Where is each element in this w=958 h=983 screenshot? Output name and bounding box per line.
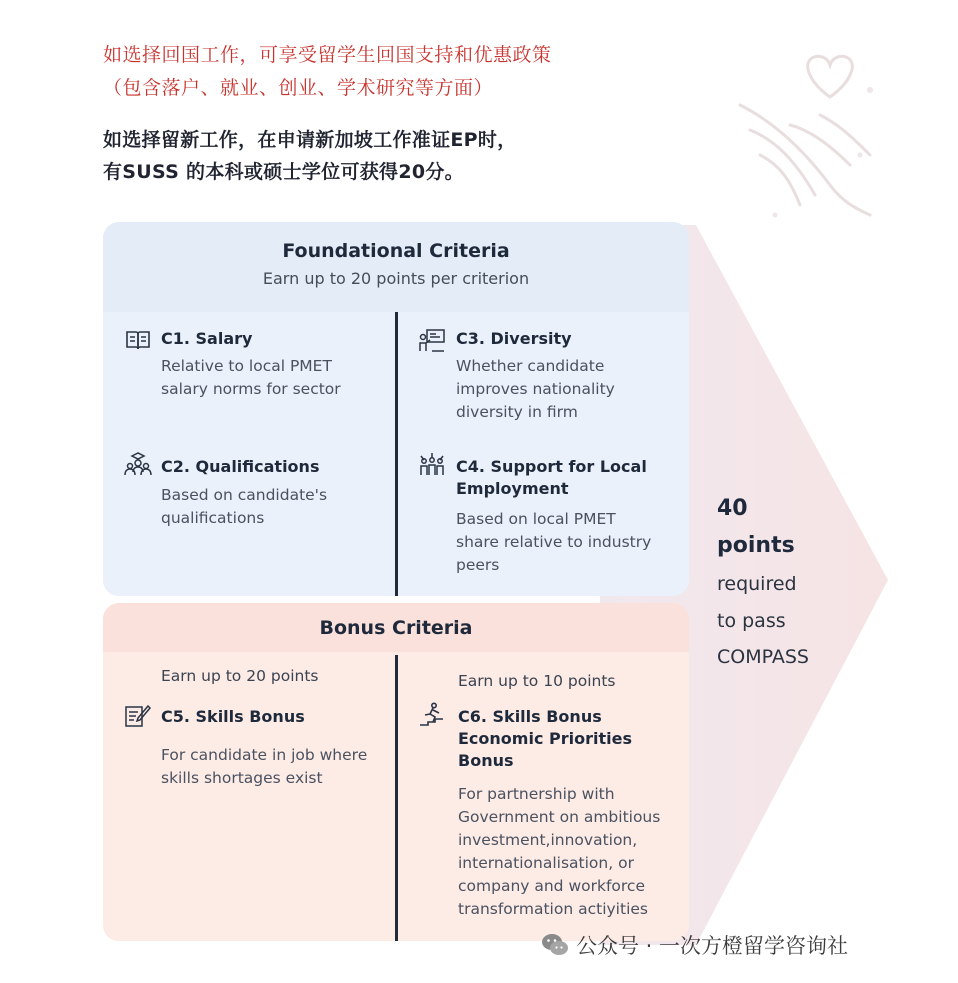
watermark-text: 公众号 · 一次方橙留学咨询社 bbox=[576, 934, 849, 958]
graduates-icon bbox=[124, 452, 152, 476]
book-icon bbox=[124, 328, 152, 352]
bonus-title: Bonus Criteria bbox=[319, 617, 473, 639]
foundational-title: Foundational Criteria bbox=[282, 240, 510, 262]
notepad-pen-icon bbox=[124, 704, 152, 728]
return-policy-line2: （包含落户、就业、创业、学术研究等方面） bbox=[103, 77, 494, 99]
return-policy-line1: 如选择回国工作，可享受留学生回国支持和优惠政策 bbox=[103, 44, 552, 66]
bonus-divider bbox=[395, 655, 398, 941]
c6-title: C6. Skills Bonus Economic Priorities Bonus bbox=[458, 707, 632, 770]
c2-title: C2. Qualifications bbox=[161, 457, 320, 476]
ep-line1: 如选择留新工作，在申请新加坡工作准证EP时， bbox=[103, 129, 517, 151]
c1-description: Relative to local PMET salary norms for sector bbox=[161, 357, 341, 398]
foundational-subtitle: Earn up to 20 points per criterion bbox=[262, 269, 530, 288]
hands-heart-icon bbox=[730, 35, 880, 225]
c2-description: Based on candidate's qualifications bbox=[161, 486, 328, 527]
c5-title: C5. Skills Bonus bbox=[161, 707, 305, 726]
group-celebrate-icon bbox=[418, 452, 446, 476]
c4-description: Based on local PMET share relative to industry peers bbox=[456, 510, 652, 574]
c1-title: C1. Salary bbox=[161, 329, 253, 348]
presentation-icon bbox=[418, 328, 446, 352]
points-required: required bbox=[717, 573, 797, 595]
c6-earn: Earn up to 10 points bbox=[458, 672, 616, 690]
c3-description: Whether candidate improves nationality diversity in firm bbox=[456, 357, 615, 421]
ep-line2: 有SUSS 的本科或硕士学位可获得20分。 bbox=[103, 161, 464, 183]
c4-title: C4. Support for Local Employment bbox=[456, 457, 647, 498]
c6-description: For partnership with Government on ambitious investment,innovation, internationalisation, or company and workforce transformation actiyities bbox=[458, 785, 661, 918]
watermark bbox=[540, 930, 848, 960]
c5-description: For candidate in job where skills shortages exist bbox=[161, 746, 368, 787]
foundational-divider bbox=[395, 312, 398, 596]
c3-title: C3. Diversity bbox=[456, 329, 572, 348]
points-value: 40 bbox=[717, 496, 748, 521]
points-compass: COMPASS bbox=[717, 646, 809, 668]
climbing-steps-icon bbox=[418, 702, 446, 726]
points-unit: points bbox=[717, 533, 795, 558]
c5-earn: Earn up to 20 points bbox=[161, 667, 319, 685]
points-to-pass: to pass bbox=[717, 610, 786, 632]
wechat-icon bbox=[540, 930, 570, 960]
